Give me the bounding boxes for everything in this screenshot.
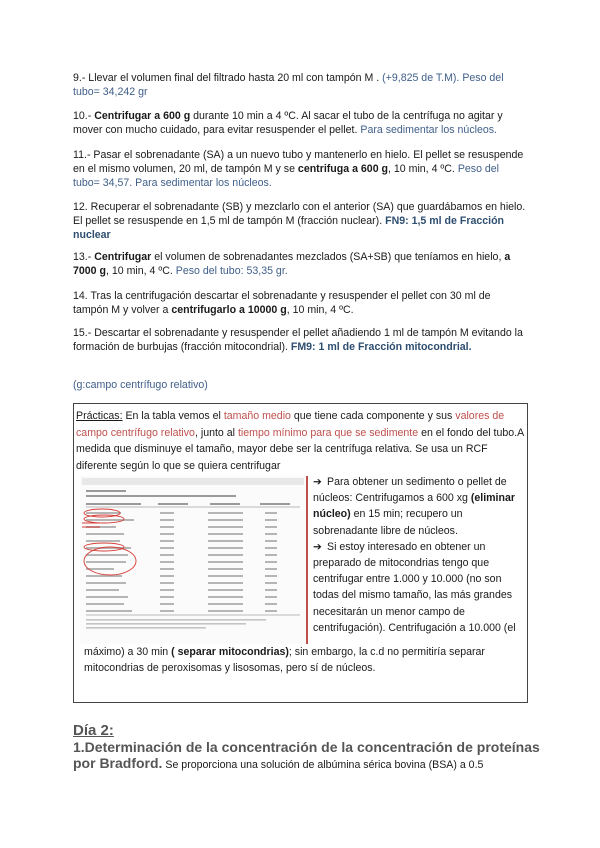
step-9: 9.- Llevar el volumen final del filtrado hasta 20 ml con tampón M . (+9,825 de T.M). Peso del tubo= 34,242 gr [73, 72, 504, 99]
dia2-heading: 1.Determinación de la concentración de la concentración de proteínas por Bradford. Se proporciona una solución de albúmina sérica bovina (BSA) a 0.5 [73, 739, 540, 771]
step-10: 10.- Centrifugar a 600 g durante 10 min a 4 ºC. Al sacar el tubo de la centrífuga no agitar y mover con mucho cuidado, para evitar resuspender el pellet. Para sedimentar los núcleos. [73, 110, 503, 137]
step-14: 14. Tras la centrifugación descartar el sobrenadante y resuspender el pellet con 30 ml de tampón M y volver a centrifugarlo a 10000 g, 10 min, 4 ºC. [73, 290, 491, 317]
practicas-box [73, 403, 528, 703]
practicas-bullets [313, 474, 523, 636]
g-note: (g:campo centrífugo relativo) [73, 379, 208, 391]
sedimentation-table-image [80, 476, 308, 644]
practicas-continuation: máximo) a 30 min ( separar mitocondrias); sin embargo, la c.d no permitiría separar mitocondrias de peroxisomas y lisosomas, pero sí de núcleos. [84, 646, 485, 674]
step-15: 15.- Descartar el sobrenadante y resuspender el pellet añadiendo 1 ml de tampón M evitando la formación de burbujas (fracción mitocondrial). FM9: 1 ml de Fracción mitocondrial. [73, 327, 523, 354]
dia2-title: Día 2: [73, 722, 114, 739]
table-scan-illustration [80, 476, 306, 644]
bullet-mitocondrias: ➔ Si estoy interesado en obtener un preparado de mitocondrias tengo que centrifugar entre 1.000 y 10.000 (no son todas del mismo tamaño, las más grandes necesitarán un menor campo de centrifugación). Centrifugación a 10.000 (el [313, 540, 516, 634]
step-13: 13.- Centrifugar el volumen de sobrenadantes mezclados (SA+SB) que teníamos en hielo, a 7000 g, 10 min, 4 ºC. Peso del tubo: 53,35 gr. [73, 251, 511, 278]
practicas-intro: Prácticas: En la tabla vemos el tamaño medio que tiene cada componente y sus valores de campo centrífugo relativo, junto al tiempo mínimo para que se sedimente en el fondo del tubo.A medida que disminuye el tamaño, mayor debe ser la centrífuga relativa. Se usa un RCF diferente según lo que se quiera centrifugar [76, 410, 524, 472]
arrow-icon: ➔ [313, 476, 322, 488]
bullet-nucleos: ➔ Para obtener un sedimento o pellet de núcleos: Centrifugamos a 600 xg (eliminar núcleo) en 15 min; recupero un sobrenadante libre de núcleos. [313, 476, 515, 537]
step-11: 11.- Pasar el sobrenadante (SA) a un nuevo tubo y mantenerlo en hielo. El pellet se resuspende en el mismo volumen, 20 ml, de tampón M y se centrifuga a 600 g, 10 min, 4 ºC. Peso del tubo= 34,57. Para sedimentar los núcleos. [73, 149, 524, 190]
step-12: 12. Recuperar el sobrenadante (SB) y mezclarlo con el anterior (SA) que guardábamos en hielo. El pellet se resuspende en 1,5 ml de tampón M (fracción nuclear). FN9: 1,5 ml de Fracción nuclear [73, 201, 526, 242]
arrow-icon: ➔ [313, 540, 322, 553]
